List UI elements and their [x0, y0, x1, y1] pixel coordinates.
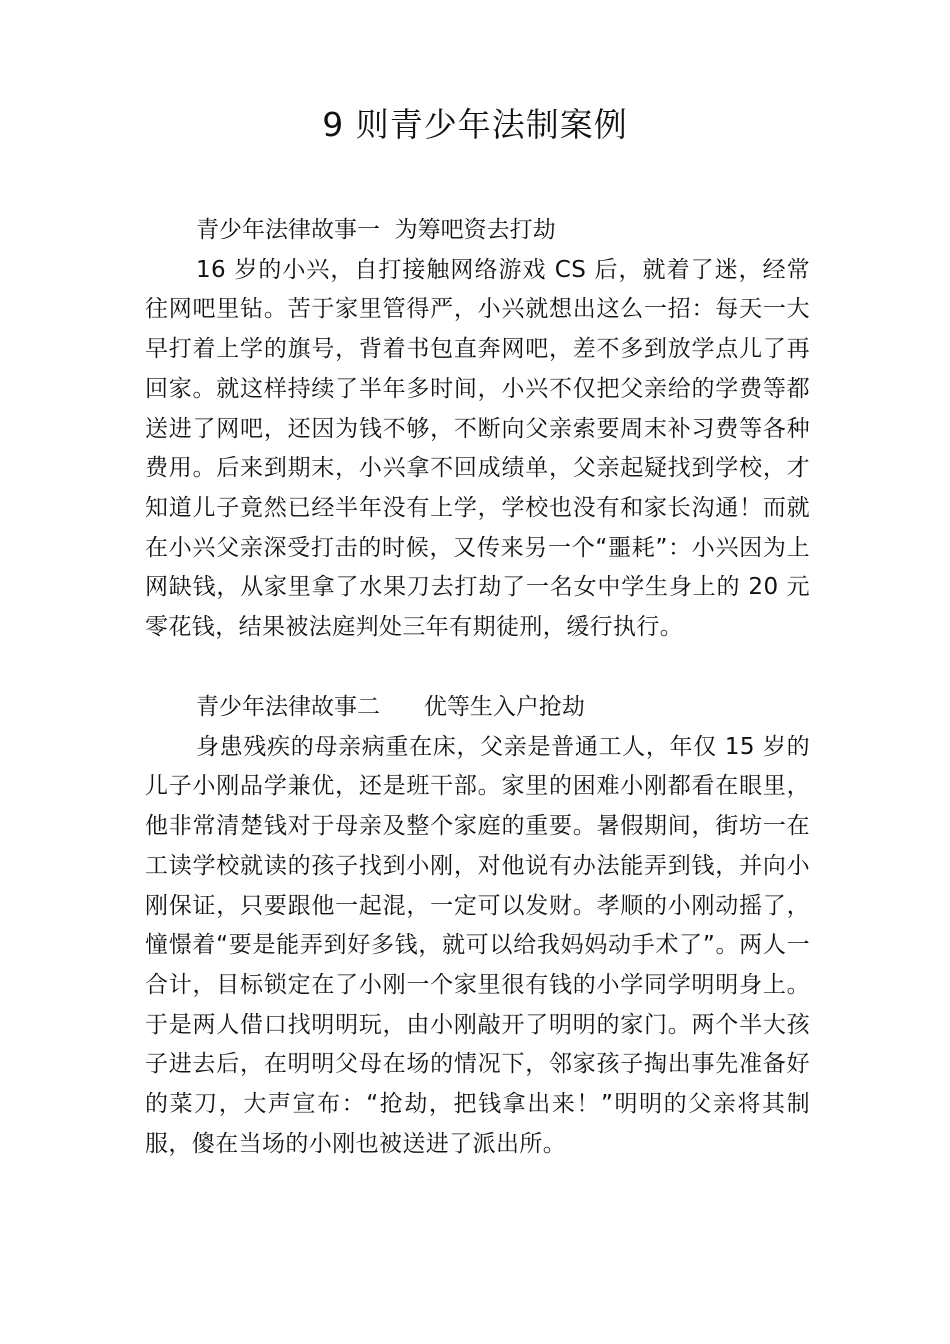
story-heading-2: 青少年法律故事二 优等生入户抢劫	[196, 694, 585, 720]
story-body-1: 16 岁的小兴，自打接触网络游戏 CS 后，就着了迷，经常往网吧里钻。苦于家里管得严，小兴就想出这么一招：每天一大早打着上学的旗号，背着书包直奔网吧，差不多到放学点儿了再回家。就这样持续了半年多时间，小兴不仅把父亲给的学费等都送进了网吧，还因为钱不够，不断向父亲索要周末补习费等各种费用。后来到期末，小兴拿不回成绩单，父亲起疑找到学校，才知道儿子竟然已经半年没有上学，学校也没有和家长沟通！而就在小兴父亲深受打击的时候，又传来另一个“噩耗”：小兴因为上网缺钱，从家里拿了水果刀去打劫了一名女中学生身上的 20 元零花钱，结果被法庭判处三年有期徒刑，缓行执行。	[145, 256, 810, 641]
story-section-2	[145, 688, 810, 1164]
story-body-2: 身患残疾的母亲病重在床，父亲是普通工人，年仅 15 岁的儿子小刚品学兼优，还是班干部。家里的困难小刚都看在眼里，他非常清楚钱对于母亲及整个家庭的重要。暑假期间，街坊一在工读学校就读的孩子找到小刚，对他说有办法能弄到钱，并向小刚保证，只要跟他一起混，一定可以发财。孝顺的小刚动摇了，憧憬着“要是能弄到好多钱，就可以给我妈妈动手术了”。两人一合计，目标锁定在了小刚一个家里很有钱的小学同学明明身上。于是两人借口找明明玩，由小刚敲开了明明的家门。两个半大孩子进去后，在明明父母在场的情况下，邻家孩子掏出事先准备好的菜刀，大声宣布：“抢劫，把钱拿出来！”明明的父亲将其制服，傻在当场的小刚也被送进了派出所。	[145, 733, 810, 1157]
story-heading-1: 青少年法律故事一 为筹吧资去打劫	[196, 217, 556, 243]
document-title: 9 则青少年法制案例	[322, 105, 628, 144]
story-section-1	[145, 211, 810, 648]
